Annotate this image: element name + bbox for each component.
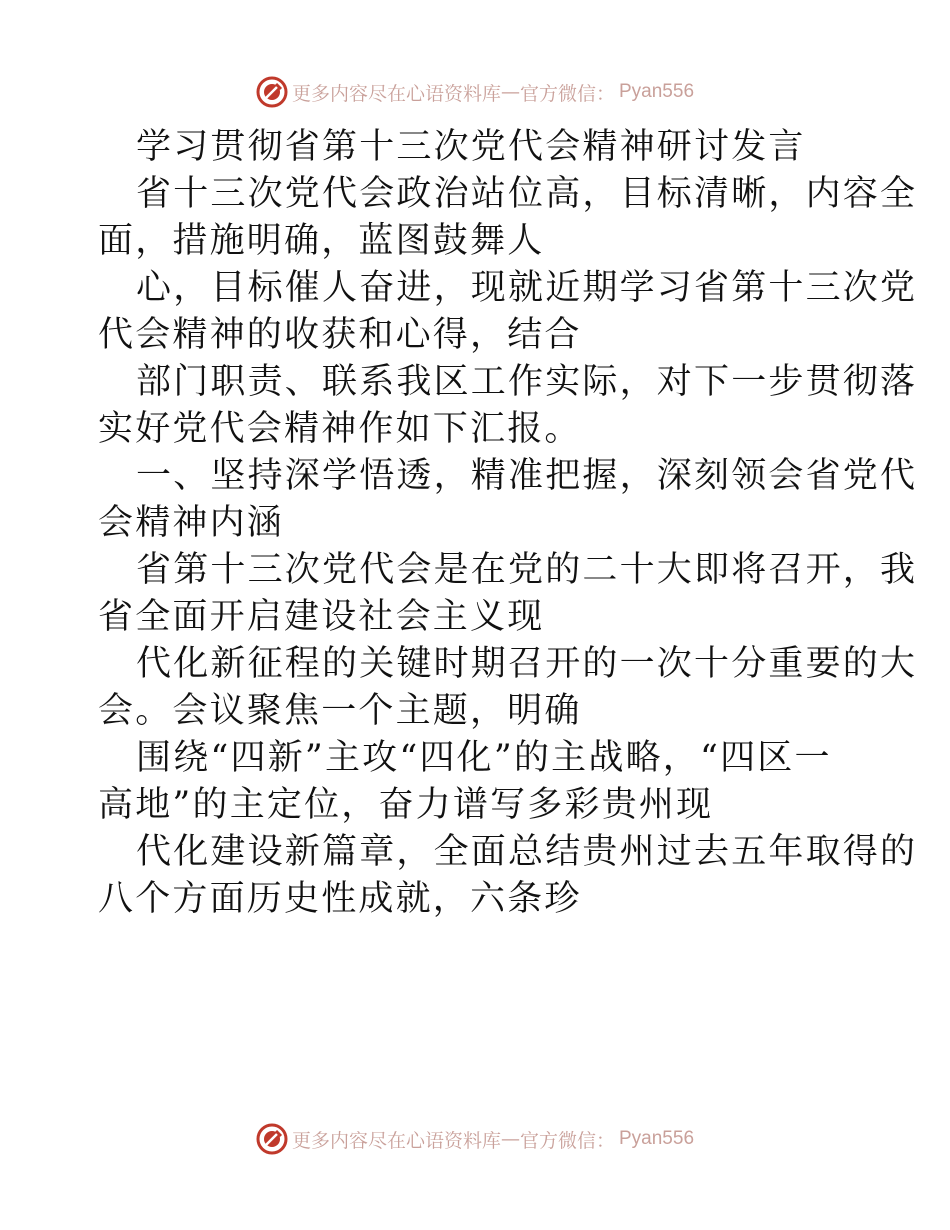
text-line: 心，目标催人奋进，现就近期学习省第十三次党 (136, 268, 918, 308)
watermark-separator: — (500, 81, 520, 103)
text-line: 代化建设新篇章，全面总结贵州过去五年取得的 (136, 832, 918, 872)
text-line: 围绕“四新”主攻“四化”的主战略，“四区一 (136, 738, 832, 778)
footer-watermark (0, 1119, 950, 1159)
text-line: 学习贯彻省第十三次党代会精神研讨发言 (136, 127, 806, 167)
text-line: 面，措施明确，蓝图鼓舞人 (98, 221, 545, 261)
text-line: 部门职责、联系我区工作实际，对下一步贯彻落 (136, 362, 918, 402)
text-line: 八个方面历史性成就，六条珍 (98, 879, 582, 919)
red-seal-logo-icon (256, 76, 288, 108)
text-line: 省第十三次党代会是在党的二十大即将召开，我 (136, 550, 918, 590)
text-line: 代会精神的收获和心得，结合 (98, 315, 582, 355)
watermark-label: 官方微信： (519, 1129, 615, 1152)
text-line: 会。会议聚焦一个主题，明确 (98, 691, 582, 731)
text-line: 一、坚持深学悟透，精准把握，深刻领会省党代 (136, 456, 918, 496)
document-body (98, 124, 918, 923)
watermark-wechat-id: Pyan556 (619, 81, 695, 102)
watermark-title: 更多内容尽在心语资料库 (291, 1129, 501, 1152)
header-watermark (0, 72, 950, 112)
watermark-title: 更多内容尽在心语资料库 (291, 82, 501, 105)
text-line: 实好党代会精神作如下汇报。 (98, 409, 582, 449)
text-line: 代化新征程的关键时期召开的一次十分重要的大 (136, 644, 918, 684)
watermark-separator: — (500, 1128, 520, 1150)
watermark-wechat-id: Pyan556 (619, 1128, 695, 1149)
text-line: 省全面开启建设社会主义现 (98, 597, 545, 637)
text-line: 会精神内涵 (98, 503, 285, 543)
red-seal-logo-icon (256, 1123, 288, 1155)
text-line: 高地”的主定位，奋力谱写多彩贵州现 (98, 785, 714, 825)
watermark-label: 官方微信： (519, 82, 615, 105)
text-line: 省十三次党代会政治站位高，目标清晰，内容全 (136, 174, 918, 214)
